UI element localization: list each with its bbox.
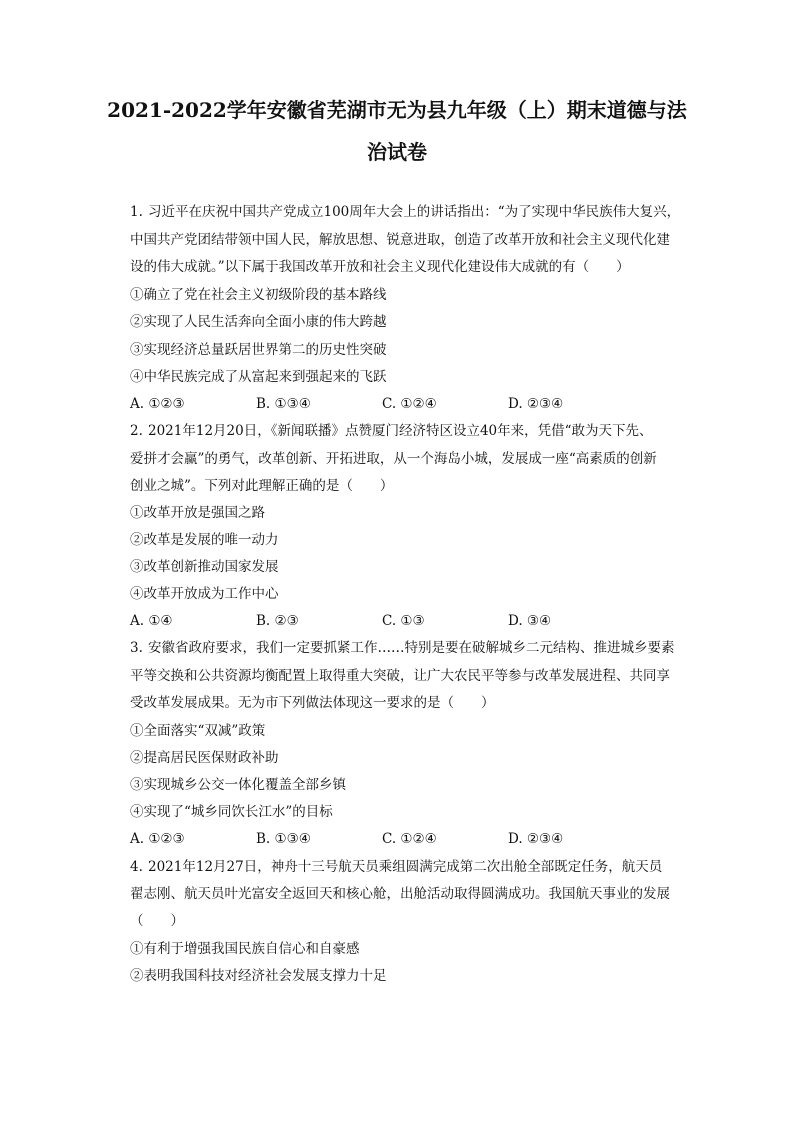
question-4-stem-line-3: （ ） (130, 913, 184, 929)
question-2-option-c: C. ①③ (382, 613, 425, 629)
question-1-item-2: ②实现了人民生活奔向全面小康的伟大跨越 (130, 314, 387, 330)
question-3-option-d: D. ②③④ (508, 831, 564, 847)
question-3-stem-line-3: 受改革发展成果。无为市下列做法体现这一要求的是（ ） (130, 695, 495, 711)
question-2-stem-line-3: 创业之城”。下列对此理解正确的是（ ） (130, 478, 394, 494)
question-2-number: 2. (130, 423, 143, 439)
question-4-stem-line-2: 翟志刚、航天员叶光富安全返回天和核心舱，出舱活动取得圆满成功。我国航天事业的发展 (130, 886, 670, 902)
question-4-item-1: ①有利于增强我国民族自信心和自豪感 (130, 941, 360, 957)
question-2-option-a: A. ①④ (130, 613, 173, 629)
question-1-number: 1. (130, 204, 143, 220)
question-1-option-d: D. ②③④ (508, 396, 564, 412)
question-2-item-2: ②改革是发展的唯一动力 (130, 532, 279, 548)
question-2-option-b: B. ②③ (256, 613, 299, 629)
question-3-item-4: ④实现了“城乡同饮长江水”的目标 (130, 804, 333, 820)
question-4-stem-line-1: 4. 2021年12月27日，神舟十三号航天员乘组圆满完成第二次出舱全部既定任务，航天员 (130, 859, 663, 875)
question-3-options (130, 830, 670, 848)
question-2-item-3: ③改革创新推动国家发展 (130, 559, 279, 575)
question-3-number: 3. (130, 640, 143, 656)
question-1-item-3: ③实现经济总量跃居世界第二的历史性突破 (130, 342, 387, 358)
question-2-option-d: D. ③④ (508, 613, 552, 629)
page-title-line-1: 2021-2022学年安徽省芜湖市无为县九年级（上）期末道德与法 (107, 98, 687, 122)
question-1-option-a: A. ①②③ (130, 396, 185, 412)
question-4-number: 4. (130, 859, 143, 875)
question-3-item-1: ①全面落实“双减”政策 (130, 723, 266, 739)
question-1-stem-line-1: 1. 习近平在庆祝中国共产党成立100周年大会上的讲话指出：“为了实现中华民族伟大复兴， (130, 204, 681, 220)
question-1-options (130, 395, 670, 413)
question-2-item-1: ①改革开放是强国之路 (130, 505, 265, 521)
question-1-option-c: C. ①②④ (382, 396, 437, 412)
question-1-item-1: ①确立了党在社会主义初级阶段的基本路线 (130, 287, 387, 303)
question-2-stem-line-1: 2. 2021年12月20日，《新闻联播》点赞厦门经济特区设立40年来，凭借“敢为天下先、 (130, 423, 653, 439)
question-1-stem-line-3: 设的伟大成就。”以下属于我国改革开放和社会主义现代化建设伟大成就的有（ ） (130, 259, 630, 275)
question-3-option-a: A. ①②③ (130, 831, 185, 847)
question-3-stem-line-2: 平等交换和公共资源均衡配置上取得重大突破，让广大农民平等参与改革发展进程、共同享 (130, 668, 670, 684)
question-2-item-4: ④改革开放成为工作中心 (130, 586, 279, 602)
question-3-option-b: B. ①③④ (256, 831, 311, 847)
question-2-options (130, 612, 670, 630)
question-1-item-4: ④中华民族完成了从富起来到强起来的飞跃 (130, 369, 387, 385)
question-3-item-2: ②提高居民医保财政补助 (130, 750, 279, 766)
question-4-item-2: ②表明我国科技对经济社会发展支撑力十足 (130, 968, 387, 984)
question-1-option-b: B. ①③④ (256, 396, 311, 412)
question-3-stem-line-1: 3. 安徽省政府要求，我们一定要抓紧工作……特别是要在破解城乡二元结构、推进城乡要素 (130, 640, 675, 656)
question-2-stem-line-2: 爱拼才会赢”的勇气，改革创新、开拓进取，从一个海岛小城，发展成一座“高素质的创新 (130, 451, 657, 467)
question-1-stem-line-2: 中国共产党团结带领中国人民，解放思想、锐意进取，创造了改革开放和社会主义现代化建 (130, 232, 670, 248)
question-3-item-3: ③实现城乡公交一体化覆盖全部乡镇 (130, 777, 346, 793)
question-3-option-c: C. ①②④ (382, 831, 437, 847)
page-title-line-2: 治试卷 (367, 140, 427, 164)
